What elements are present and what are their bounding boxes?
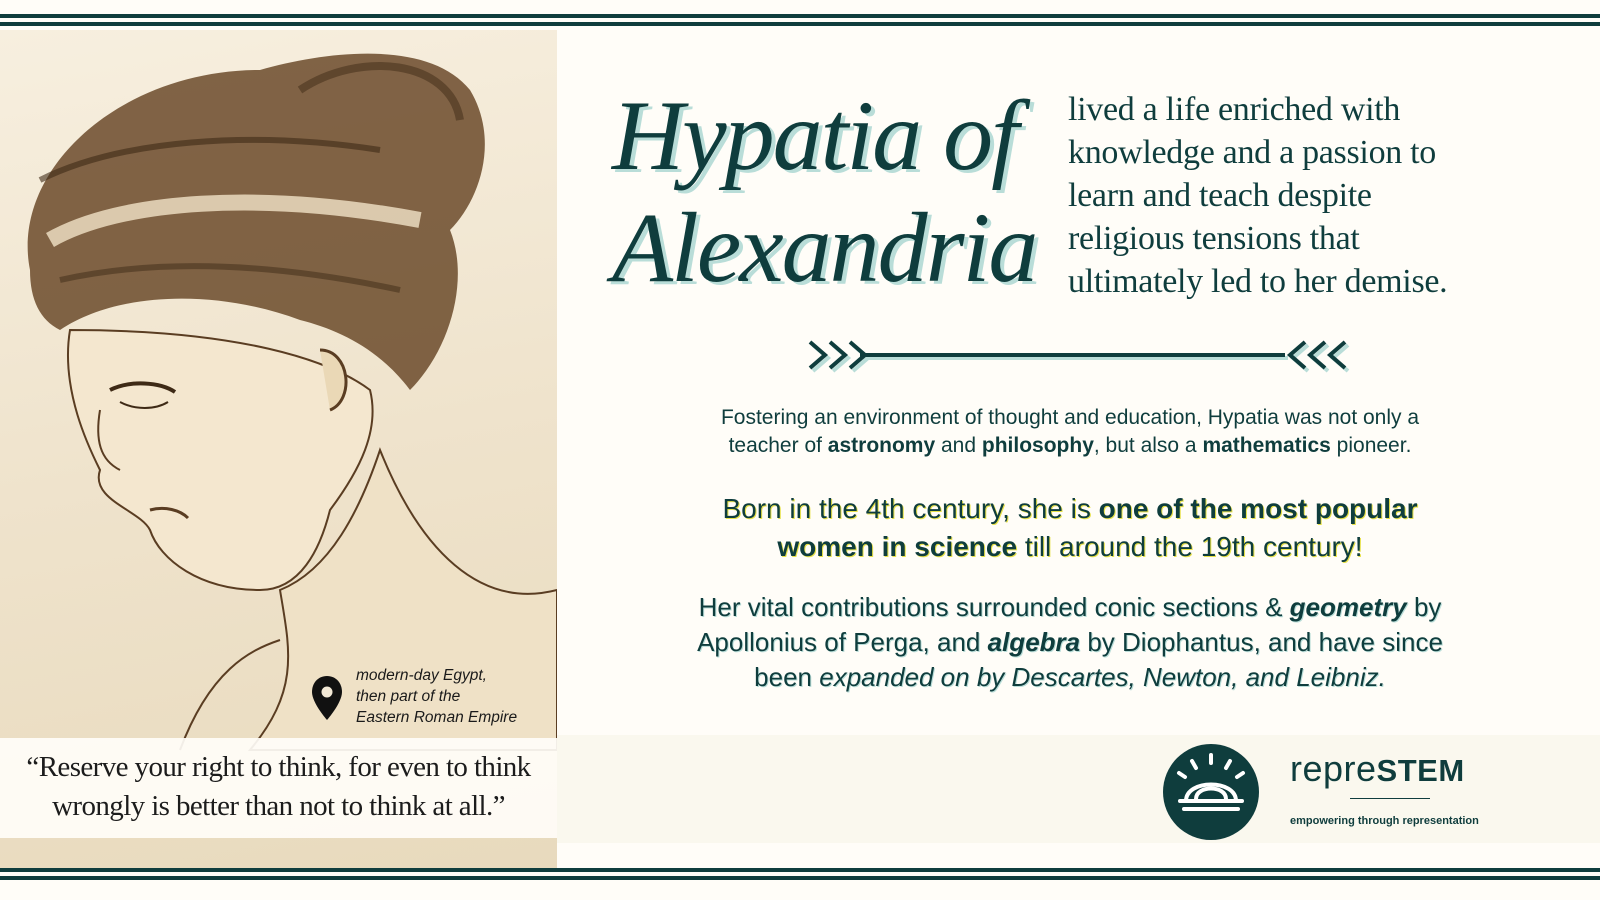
p2-line-2	[620, 528, 1520, 566]
p1-text-f: , but also a	[1093, 434, 1203, 457]
intro-line-2: knowledge and a passion to	[1068, 134, 1437, 171]
p3-geometry: geometry	[1289, 592, 1407, 622]
brand-rule	[1350, 798, 1430, 799]
top-border-line-2	[0, 22, 1600, 26]
p1-line-2	[620, 432, 1520, 460]
p1-text-h: pioneer.	[1330, 434, 1412, 457]
location-line-2: then part of the	[356, 688, 461, 705]
p3-line-1	[620, 590, 1520, 625]
page-title	[612, 80, 1042, 304]
location-label	[310, 665, 550, 725]
p2-most-popular: one of the most popular	[1098, 493, 1418, 524]
bottom-border-line	[0, 868, 1600, 872]
top-border-line	[0, 14, 1600, 18]
p1-astronomy: astronomy	[827, 434, 936, 457]
map-pin-icon	[310, 675, 344, 721]
p3-line-2	[620, 625, 1520, 660]
title-line-2: Alexandria	[612, 192, 1037, 303]
hypatia-quote	[0, 748, 557, 826]
intro-text	[1068, 88, 1588, 303]
intro-line-1: lived a life enriched with	[1068, 91, 1401, 128]
intro-line-3: learn and teach despite	[1068, 177, 1372, 214]
quote-line-2: wrongly is better than not to think at all.”	[52, 790, 505, 822]
p3-text-c: by	[1406, 592, 1442, 622]
p1-text-d: and	[935, 434, 982, 457]
p2-women-in-science: women in science	[777, 531, 1018, 562]
p3-algebra: algebra	[987, 627, 1081, 657]
p3-text-a: Her vital contributions surrounded conic sections &	[698, 592, 1290, 622]
p1-text-b: teacher of	[728, 434, 828, 457]
brand-tagline: empowering through representation	[1290, 815, 1479, 827]
quote-line-1: “Reserve your right to think, for even to think	[26, 751, 531, 783]
brand-name	[1290, 748, 1465, 790]
paragraph-contributions	[620, 590, 1520, 695]
p2-text-a: Born in the 4th century, she is	[722, 493, 1099, 524]
paragraph-fostering	[620, 404, 1520, 460]
location-line-3: Eastern Roman Empire	[356, 709, 518, 726]
p3-expanded: expanded on by Descartes, Newton, and Leibniz.	[819, 662, 1386, 692]
location-text	[356, 665, 517, 728]
p3-text-d: Apollonius of Perga, and	[697, 627, 988, 657]
p1-line-1	[620, 404, 1520, 432]
p3-text-g: been	[754, 662, 820, 692]
p1-mathematics: mathematics	[1202, 434, 1331, 457]
p2-text-d: till around the 19th century!	[1017, 531, 1363, 562]
p3-text-f: by Diophantus, and have since	[1080, 627, 1443, 657]
location-line-1: modern-day Egypt,	[356, 667, 487, 684]
p1-philosophy: philosophy	[981, 434, 1094, 457]
brand-name-bold: STEM	[1376, 753, 1465, 788]
arrow-divider-icon	[805, 330, 1355, 380]
represtem-logo-icon	[1162, 743, 1260, 841]
p2-line-1	[620, 490, 1520, 528]
brand-name-light: repre	[1290, 748, 1377, 789]
paragraph-born	[620, 490, 1520, 566]
intro-line-5: ultimately led to her demise.	[1068, 263, 1448, 300]
intro-line-4: religious tensions that	[1068, 220, 1360, 257]
p3-line-3	[620, 660, 1520, 695]
p1-text-a: Fostering an environment of thought and education, Hypatia was not only a	[720, 406, 1420, 429]
bottom-border-line-2	[0, 876, 1600, 880]
title-line-1: Hypatia of	[612, 80, 1017, 191]
